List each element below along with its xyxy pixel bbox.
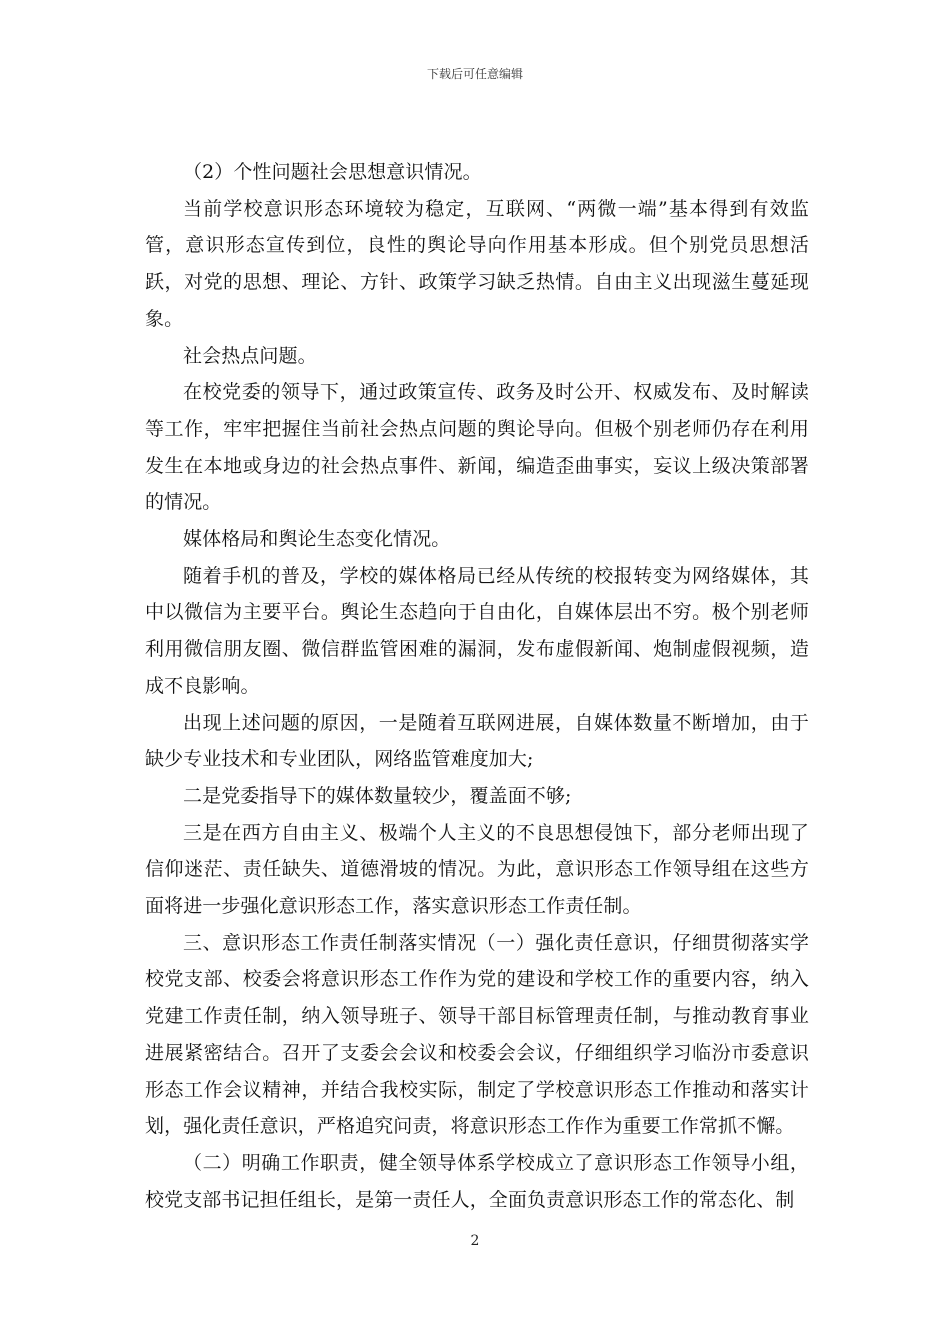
page-number: 2 <box>470 1233 480 1249</box>
paragraph-social-hotspots-heading: 社会热点问题。 <box>183 344 317 367</box>
paragraph-causes-two: 二是党委指导下的媒体数量较少，覆盖面不够; <box>183 784 572 807</box>
page-header: 下载后可任意编辑 <box>426 67 523 81</box>
paragraph-ideology-environment: 当前学校意识形态环境较为稳定，互联网、“两微一端”基本得到有效监管，意识形态宣传到位，良性的舆论导向作用基本形成。但个别党员思想活跃，对党的思想、理论、方针、政策学习缺乏热情。自由主义出现滋生蔓延现象。 <box>145 197 809 330</box>
paragraph-media-landscape: 随着手机的普及，学校的媒体格局已经从传统的校报转变为网络媒体，其中以微信为主要平台。舆论生态趋向于自由化，自媒体层出不穷。极个别老师利用微信朋友圈、微信群监管困难的漏洞，发布虚假新闻、炮制虚假视频，造成不良影响。 <box>145 564 809 697</box>
paragraph-social-hotspots: 在校党委的领导下，通过政策宣传、政务及时公开、权威发布、及时解读等工作，牢牢把握住当前社会热点问题的舆论导向。但极个别老师仍存在利用发生在本地或身边的社会热点事件、新闻，编造歪曲事实，妄议上级决策部署的情况。 <box>145 381 809 514</box>
paragraph-responsibility-implementation: 三、意识形态工作责任制落实情况（一）强化责任意识，仔细贯彻落实学校党支部、校委会将意识形态工作作为党的建设和学校工作的重要内容，纳入党建工作责任制，纳入领导班子、领导干部目标管理责任制，与推动教育事业进展紧密结合。召开了支委会会议和校委会会议，仔细组织学习临汾市委意识形态工作会议精神，并结合我校实际，制定了学校意识形态工作推动和落实计划，强化责任意识，严格追究问责，将意识形态工作作为重要工作常抓不懈。 <box>145 931 809 1138</box>
paragraph-causes-one: 出现上述问题的原因，一是随着互联网进展，自媒体数量不断增加，由于缺少专业技术和专业团队，网络监管难度加大; <box>145 711 809 771</box>
paragraph-causes-three: 三是在西方自由主义、极端个人主义的不良思想侵蚀下，部分老师出现了信仰迷茫、责任缺失、道德滑坡的情况。为此，意识形态工作领导组在这些方面将进一步强化意识形态工作，落实意识形态工作责任制。 <box>145 821 809 918</box>
paragraph-individual-issues-heading: （2）个性问题社会思想意识情况。 <box>183 161 482 183</box>
paragraph-work-duties: （二）明确工作职责，健全领导体系学校成立了意识形态工作领导小组，校党支部书记担任组长，是第一责任人，全面负责意识形态工作的常态化、制 <box>145 1151 809 1211</box>
document-body <box>145 154 809 1218</box>
paragraph-media-landscape-heading: 媒体格局和舆论生态变化情况。 <box>183 528 451 551</box>
